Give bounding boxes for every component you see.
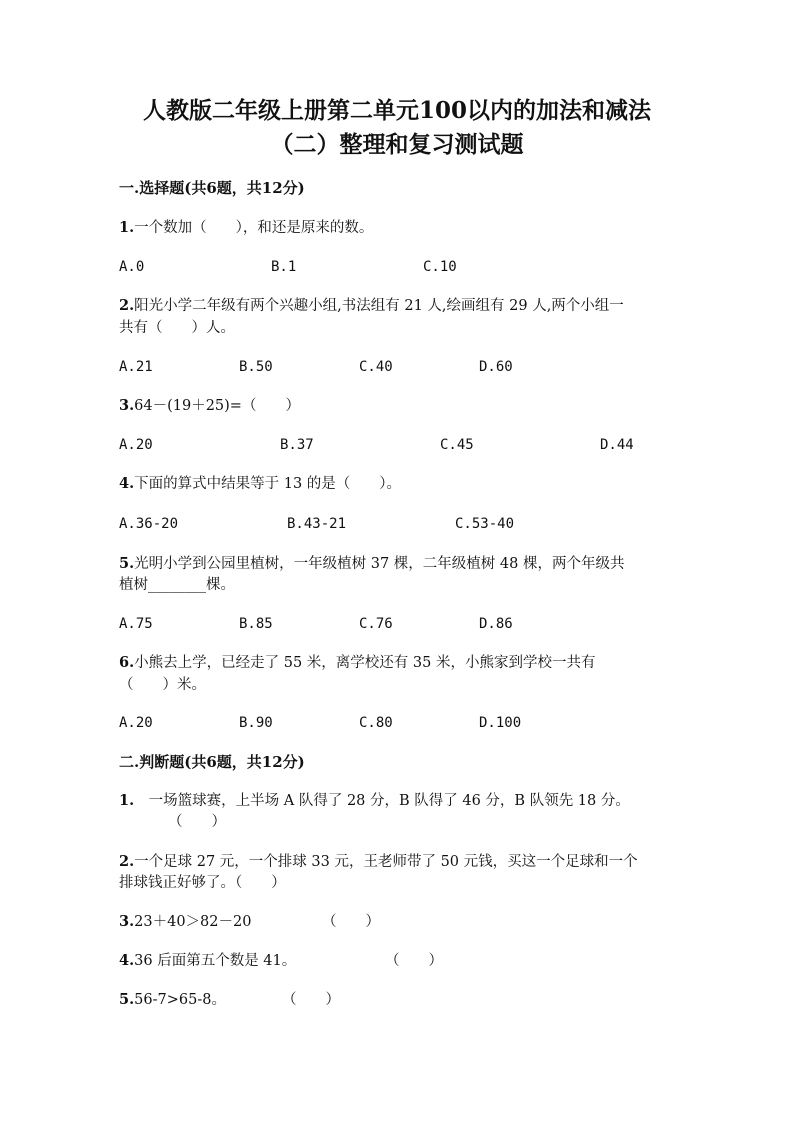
question-number: 5. (119, 991, 135, 1008)
question-text: 一个足球 27 元，一个排球 33 元，王老师带了 50 元钱，买这一个足球和一个 (134, 854, 638, 870)
question-number: 5. (119, 555, 135, 572)
question-text: 下面的算式中结果等于 13 的是（ ）。 (134, 476, 402, 492)
option-d: D.44 (600, 437, 634, 453)
page-title-line2: （二）整理和复习测试题 (270, 131, 524, 158)
choice-question-5-line2: 植树________棵。 (119, 577, 235, 593)
question-text: 小熊去上学，已经走了 55 米，离学校还有 35 米，小熊家到学校一共有 (134, 655, 596, 671)
question-text: 光明小学到公园里植树，一年级植树 37 棵，二年级植树 48 棵，两个年级共 (134, 556, 625, 572)
option-b: B.50 (239, 359, 273, 375)
judgement-question-5 (119, 990, 679, 1010)
question-text: 一场篮球赛，上半场 A 队得了 28 分，B 队得了 46 分，B 队领先 18 分。 (134, 793, 630, 809)
option-d: D.60 (479, 359, 513, 375)
option-d: D.86 (479, 616, 513, 632)
question-text: 36 后面第五个数是 41。 (134, 953, 297, 969)
question-number: 1. (119, 792, 135, 809)
answer-parentheses: （ ） (168, 814, 226, 830)
question-number: 1. (119, 219, 135, 236)
question-text: 23＋40＞82－20 (134, 914, 252, 930)
judgement-question-2-line2: 排球钱正好够了。（ ） (119, 875, 286, 891)
question-number: 2. (119, 853, 135, 870)
judgement-question-1 (119, 791, 679, 811)
option-a: A.75 (119, 616, 153, 632)
option-d: D.100 (479, 715, 522, 731)
question-text: 阳光小学二年级有两个兴趣小组,书法组有 21 人,绘画组有 29 人,两个小组一 (134, 298, 624, 314)
option-c: C.10 (423, 259, 457, 275)
question-text: 64－(19＋25)=（ ） (134, 398, 300, 414)
question-number: 2. (119, 297, 135, 314)
option-a: A.21 (119, 359, 153, 375)
question-number: 3. (119, 397, 135, 414)
option-b: B.1 (271, 259, 297, 275)
question-text: 一个数加（ ），和还是原来的数。 (134, 220, 374, 236)
judgement-question-2 (119, 852, 679, 872)
option-a: A.20 (119, 437, 153, 453)
answer-parentheses: （ ） (282, 992, 340, 1008)
option-c: C.76 (359, 616, 393, 632)
choice-question-2 (119, 296, 679, 316)
answer-parentheses: （ ） (322, 914, 380, 930)
section-heading-choice: 一.选择题(共6题，共12分) (119, 179, 305, 197)
section-heading-judgement: 二.判断题(共6题，共12分) (119, 753, 305, 771)
question-number: 4. (119, 952, 135, 969)
option-c: C.40 (359, 359, 393, 375)
option-a: A.36-20 (119, 516, 179, 532)
choice-question-3 (119, 396, 679, 416)
choice-question-5 (119, 554, 679, 574)
question-number: 3. (119, 913, 135, 930)
answer-parentheses: （ ） (385, 953, 443, 969)
question-number: 6. (119, 654, 135, 671)
option-a: A.0 (119, 259, 145, 275)
option-c: C.80 (359, 715, 393, 731)
option-b: B.37 (280, 437, 314, 453)
option-a: A.20 (119, 715, 153, 731)
option-c: C.45 (440, 437, 474, 453)
choice-question-4 (119, 474, 679, 494)
question-text: 56-7>65-8。 (134, 992, 226, 1008)
page-title-line1: 人教版二年级上册第二单元100以内的加法和减法 (142, 97, 651, 124)
judgement-question-3 (119, 912, 679, 932)
choice-question-6-line2: （ ）米。 (119, 677, 206, 693)
option-c: C.53-40 (455, 516, 515, 532)
choice-question-1 (119, 218, 679, 238)
choice-question-2-line2: 共有（ ）人。 (119, 320, 235, 336)
option-b: B.43-21 (287, 516, 347, 532)
choice-question-6 (119, 653, 679, 673)
question-number: 4. (119, 475, 135, 492)
option-b: B.85 (239, 616, 273, 632)
option-b: B.90 (239, 715, 273, 731)
